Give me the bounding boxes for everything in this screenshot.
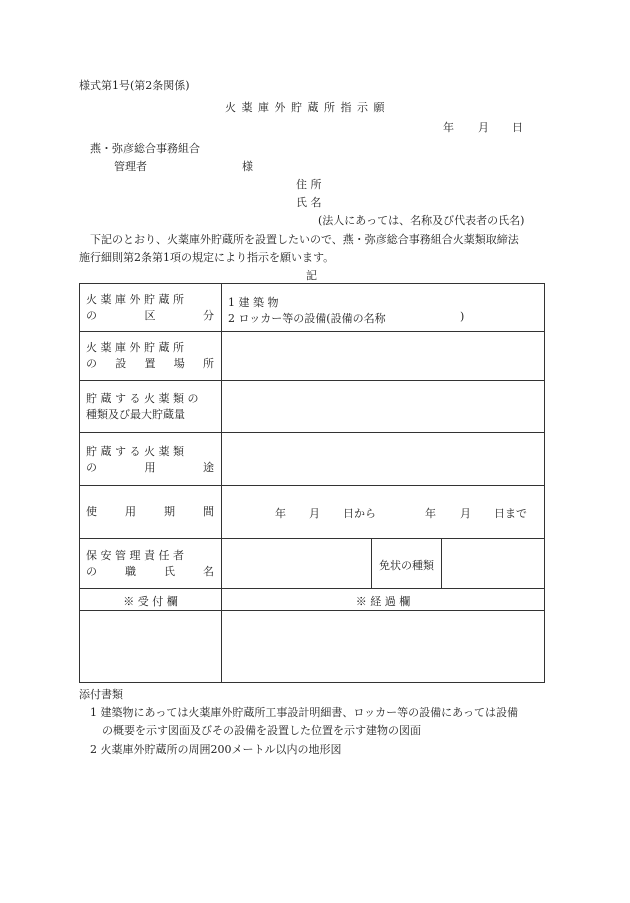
license-type-field[interactable] [443, 539, 543, 587]
row-period-label: 使 用 期 間 [86, 505, 214, 518]
period-to-day: 日まで [494, 507, 527, 520]
row-location-label: 火 薬 庫 外 貯 蔵 所 の 設 置 場 所 [86, 341, 214, 370]
row-purpose-label: 貯 蔵 す る 火 薬 類 の 用 途 [86, 445, 214, 474]
period-to-year: 年 [425, 507, 436, 520]
attachment-item-1-line-2: の概要を示す図面及びその設備を設置した位置を示す建物の図面 [102, 724, 421, 737]
addressee-sama: 様 [242, 160, 253, 173]
attachment-item-2: 2 火薬庫外貯蔵所の周囲200メートル以内の地形図 [90, 743, 342, 756]
attachments-heading: 添付書類 [79, 688, 123, 701]
row-storage-label: 貯 蔵 す る 火 薬 類 の 種類及び最大貯蔵量 [86, 392, 199, 421]
table-column-divider [221, 284, 222, 683]
application-table [79, 283, 545, 683]
applicant-name-label: 氏 名 [296, 196, 322, 209]
applicant-address-label: 住 所 [296, 178, 322, 191]
purpose-field[interactable] [223, 433, 543, 484]
receipt-column-header: ※ 受 付 欄 [123, 595, 178, 608]
body-line-2: 施行細則第2条第1項の規定により指示を願います。 [79, 251, 335, 264]
receipt-field [81, 611, 220, 681]
period-to-month: 月 [460, 507, 471, 520]
date-year-label: 年 [443, 121, 454, 134]
classification-option-locker[interactable]: 2 ロッカー等の設備(設備の名称 [228, 312, 386, 325]
table-column-divider [371, 538, 372, 588]
table-column-divider [441, 538, 442, 588]
date-month-label: 月 [478, 121, 489, 134]
storage-field[interactable] [223, 381, 543, 431]
classification-option-building[interactable]: 1 建 築 物 [228, 296, 279, 309]
period-from-day: 日から [343, 507, 376, 520]
location-field[interactable] [223, 332, 543, 379]
table-divider [80, 485, 544, 486]
period-from-year: 年 [275, 507, 286, 520]
addressee-manager: 管理者 [114, 160, 147, 173]
progress-column-header: ※ 経 過 欄 [355, 595, 411, 608]
period-from-month: 月 [309, 507, 320, 520]
license-type-label: 免状の種類 [379, 559, 434, 572]
classification-option-locker-close: ) [460, 310, 465, 323]
table-divider [80, 588, 544, 589]
date-day-label: 日 [512, 121, 523, 134]
ki-label: 記 [306, 269, 317, 282]
body-line-1: 下記のとおり、火薬庫外貯蔵所を設置したいので、燕・弥彦総合事務組合火薬類取締法 [90, 233, 519, 246]
form-title: 火 薬 庫 外 貯 蔵 所 指 示 願 [225, 101, 386, 114]
form-number: 様式第1号(第2条関係) [79, 79, 190, 92]
attachment-item-1-line-1: 1 建築物にあっては火薬庫外貯蔵所工事設計明細書、ロッカー等の設備にあっては設備 [90, 706, 519, 719]
progress-field [223, 611, 543, 681]
safety-manager-name-field[interactable] [223, 539, 370, 587]
addressee-org: 燕・弥彦総合事務組合 [90, 142, 200, 155]
applicant-corp-note: (法人にあっては、名称及び代表者の氏名) [318, 214, 525, 227]
row-classification-label: 火 薬 庫 外 貯 蔵 所 の 区 分 [86, 293, 214, 322]
row-safety-manager-label: 保 安 管 理 責 任 者 の 職 氏 名 [86, 549, 214, 578]
